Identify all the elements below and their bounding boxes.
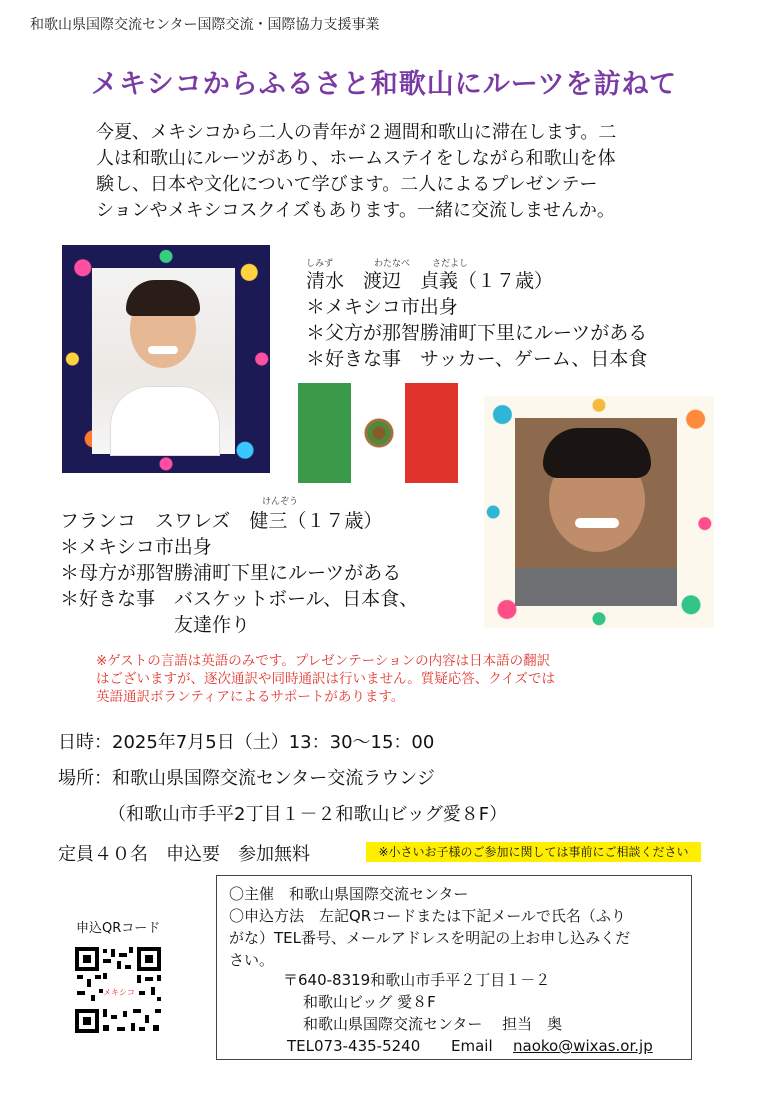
intro-line: 人は和歌山にルーツがあり、ホームステイをしながら和歌山を体 (96, 148, 616, 169)
event-venue-address: （和歌山市手平2丁目１－２和歌山ビッグ愛８F） (108, 804, 508, 825)
person2-detail: ＊好きな事 バスケットボール、日本食、 (60, 588, 419, 610)
event-datetime: 日時：2025年7月5日（土）13：30～15：00 (58, 732, 435, 753)
intro-paragraph (96, 120, 696, 224)
email-label: Email (451, 1037, 493, 1055)
page-title: メキシコからふるさと和歌山にルーツを訪ねて (91, 69, 677, 100)
event-capacity: 定員４０名 申込要 参加無料 (58, 844, 310, 865)
host-line: 〇主催 和歌山県国際交流センター (229, 885, 469, 903)
event-venue: 場所：和歌山県国際交流センター交流ラウンジ (58, 768, 435, 789)
notice-line: ※ゲストの言語は英語のみです。プレゼンテーションの内容は日本語の翻訳 (96, 653, 551, 669)
apply-line: 〇申込方法 左記QRコードまたは下記メールで氏名（ふり (229, 907, 626, 925)
application-info-box (216, 875, 692, 1060)
child-note-badge: ※小さいお子様のご参加に関しては事前にご相談ください (366, 842, 701, 862)
ruby-shimizu: しみず (306, 259, 334, 269)
qr-label: 申込QRコード (76, 921, 161, 936)
mexico-flag-icon (298, 383, 458, 483)
person1-detail: ＊父方が那智勝浦町下里にルーツがある (306, 322, 648, 344)
qr-code-icon[interactable] (73, 945, 163, 1035)
qr-overlay-text: メキシコ (103, 988, 135, 997)
person1-detail: ＊好きな事 サッカー、ゲーム、日本食 (306, 348, 648, 370)
person1-name: 清水 渡辺 貞義（１７歳） (306, 270, 554, 292)
person2-detail: ＊メキシコ市出身 (60, 536, 212, 558)
photo-person2 (515, 418, 677, 606)
ruby-kenzo: けんぞう (262, 497, 299, 507)
ruby-sadayoshi: さだよし (432, 259, 469, 269)
notice-line: はございますが、逐次通訳や同時通訳は行いません。質疑応答、クイズでは (96, 671, 555, 687)
intro-line: 今夏、メキシコから二人の青年が２週間和歌山に滞在します。二 (96, 122, 617, 143)
apply-line: さい。 (229, 951, 275, 969)
person2-detail: ＊母方が那智勝浦町下里にルーツがある (60, 562, 402, 584)
notice-line: 英語通訳ボランティアによるサポートがあります。 (96, 689, 405, 705)
photo-person1 (92, 268, 235, 454)
apply-line: がな）TEL番号、メールアドレスを明記の上お申し込みくだ (229, 929, 631, 947)
ruby-watanabe: わたなべ (374, 259, 411, 269)
address-line: 和歌山県国際交流センター 担当 奥 (303, 1015, 563, 1033)
language-notice (96, 652, 676, 706)
email-link[interactable]: naoko@wixas.or.jp (513, 1037, 653, 1055)
person1-detail: ＊メキシコ市出身 (306, 296, 458, 318)
person2-detail: 友達作り (60, 614, 251, 636)
address-line: 〒640-8319和歌山市手平２丁目１－２ (283, 971, 551, 989)
organizer-line: 和歌山県国際交流センター国際交流・国際協力支援事業 (30, 17, 380, 33)
person2-name: フランコ スワレズ 健三（１７歳） (60, 510, 383, 532)
intro-line: ションやメキシコスクイズもあります。一緒に交流しませんか。 (96, 200, 615, 221)
tel-line: TEL073-435-5240 (287, 1037, 421, 1055)
intro-line: 験し、日本や文化について学びます。二人によるプレゼンテー (96, 174, 598, 195)
address-line: 和歌山ビッグ 愛８F (303, 993, 436, 1011)
